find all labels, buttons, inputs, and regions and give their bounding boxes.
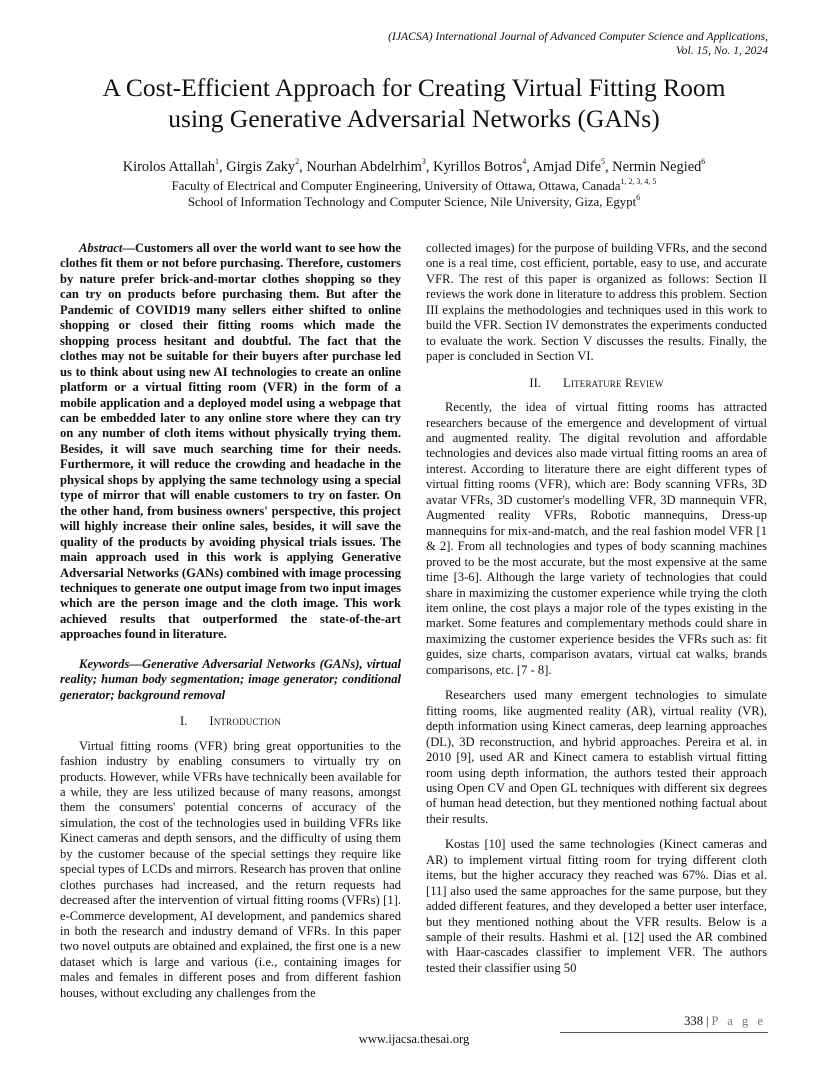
page-word: P a g e xyxy=(711,1014,766,1028)
keywords xyxy=(60,657,401,703)
keywords-label: Keywords— xyxy=(79,656,142,671)
author-name: Girgis Zaky xyxy=(226,159,296,175)
literature-paragraph-1: Recently, the idea of virtual fitting rooms has attracted researchers because of the emergence and development of virtual and augmented reality. The digital revolution and affordable technologies and devices also made virtual fitting rooms an area of interest. According to literature there are eight different types of virtual fitting rooms (VFR), which are: Body scanning VFRs, 3D avatar VFRs, 3D customer's modelling VFR, 3D mannequin VFR, Augmented reality VFRs, Robotic mannequins, Dress-up mannequins for mix-and-match, and the real fashion model VFR [1 & 2]. From all technologies and types of body scanning machines proved to be the most accurate, but the most expensive at the same time [3-6]. Although the large variety of technologies that could share in maximizing the customer experience while trying the cloth item online, the cost plays a major role of the types existing in the market. Some features and complementary methods could share in maximizing the customer experience besides the VFRs such as: fit guides, size charts, comparison avatars, virtual cat walks, brands comparisons, etc. [7 - 8]. xyxy=(426,400,767,677)
author-name: Kirolos Attallah xyxy=(122,159,216,175)
section-title: Literature Review xyxy=(562,375,664,390)
journal-header xyxy=(248,30,768,58)
page-separator: | xyxy=(706,1014,709,1028)
section-title: Introduction xyxy=(209,714,281,729)
author-sup: 5 xyxy=(600,157,605,167)
affiliation-sup: 6 xyxy=(636,192,641,202)
author-name: Nermin Negied xyxy=(612,159,702,175)
affiliation-1 xyxy=(40,178,788,194)
author-sup: 2 xyxy=(295,157,300,167)
title-line-1: A Cost-Efficient Approach for Creating Virtual Fitting Room xyxy=(102,73,726,102)
section-heading-literature-review xyxy=(426,376,767,391)
section-number: I. xyxy=(180,714,188,729)
section-number: II. xyxy=(529,375,541,390)
paper-title xyxy=(40,72,788,134)
section-heading-introduction xyxy=(60,714,401,729)
affiliation-sup: 1, 2, 3, 4, 5 xyxy=(620,176,657,186)
literature-paragraph-3: Kostas [10] used the same technologies (Kinect cameras and AR) to implement virtual fitting room for trying different cloth items, but the higher accuracy they reached was 67%. Dias et al. [11] also used the same approaches for the same purpose, but they added different features, and they developed a better user interface, but they mentioned nothing about the VFR results. Below is a sample of their results. Hashmi et al. [12] used the AR combined with Haar-cascades classifier to implement VFR. The authors tested their classifier using 50 xyxy=(426,837,767,975)
author-sup: 4 xyxy=(522,157,527,167)
abstract xyxy=(60,241,401,643)
page-number-value: 338 xyxy=(684,1014,703,1028)
author-sup: 1 xyxy=(215,157,220,167)
author-sup: 6 xyxy=(701,157,706,167)
affiliation-text: Faculty of Electrical and Computer Engineering, University of Ottawa, Ottawa, Canada xyxy=(171,179,621,193)
intro-paragraph-1-continued: collected images) for the purpose of building VFRs, and the second one is a real time, cost efficient, portable, easy to use, and accurate VFR. The rest of this paper is organized as follows: Section II reviews the work done in literature to address this problem. Section III explains the methodologies and techniques used in this work to build the VFR. Section IV demonstrates the experiments conducted to evaluate the work. Section V discusses the results. Finally, the paper is concluded in Section VI. xyxy=(426,241,767,364)
title-line-2: using Generative Adversarial Networks (GANs) xyxy=(168,104,660,133)
affiliation-text: School of Information Technology and Computer Science, Nile University, Giza, Egypt xyxy=(187,195,637,209)
author-name: Kyrillos Botros xyxy=(433,159,523,175)
right-column xyxy=(426,241,767,976)
affiliation-2 xyxy=(40,194,788,210)
left-column xyxy=(60,241,401,1001)
author-name: Nourhan Abdelrhim xyxy=(306,159,422,175)
journal-name: (IJACSA) International Journal of Advanced Computer Science and Applications, xyxy=(388,30,768,43)
abstract-text: Customers all over the world want to see how the clothes fit them or not before purchasing. Therefore, customers by nature prefer brick-and-mortar clothes shopping so they can try on products before purchasing them. But after the Pandemic of COVID19 many sellers either shifted to online shopping or closed their fitting rooms which made the shopping process hesitant and doubtful. The fact that the clothes may not be suitable for their buyers after purchase led us to think about using new AI technologies to create an online platform or a virtual fitting room (VFR) in the form of a mobile application and a deployed model using a webpage that can be embedded later to any online store where they can try on any number of cloth items without physically trying them. Besides, it will save much searching time for their needs. Furthermore, it will reduce the crowding and headache in the physical shops by applying the same technology using a special type of mirror that will enable customers to try on faster. On the other hand, from business owners' perspective, this project will highly increase their online sales, besides, it will save the quality of the products by avoiding physical trials issues. The main approach used in this work is applying Generative Adversarial Networks (GANs) combined with image processing techniques to generate one output image from two input images which are the person image and the cloth image. This work achieved results that outperformed the state-of-the-art approaches found in literature. xyxy=(60,241,401,642)
journal-volume: Vol. 15, No. 1, 2024 xyxy=(675,44,768,57)
literature-paragraph-2: Researchers used many emergent technologies to simulate fitting rooms, like augmented reality (AR), virtual reality (VR), depth information using Kinect cameras, deep learning approaches (DL), 3D reconstruction, and hybrid approaches. Pereira et al. in 2010 [9], used AR and Kinect camera to establish virtual fitting room using depth information, the authors tested their approach using Open CV and Open GL techniques with different six degrees of human head detection, but they mentioned nothing factual about their results. xyxy=(426,688,767,826)
author-name: Amjad Dife xyxy=(532,159,601,175)
footer-url: www.ijacsa.thesai.org xyxy=(358,1032,470,1046)
author-list: Kirolos Attallah$^1$, Girgis Zaky$^2$, Nourhan Abdelrhim$^3$, Kyrillos Botros$^4$, Amjad Dife$^5$, Nermin Negied$^6$ xyxy=(122,157,706,175)
author-sup: 3 xyxy=(421,157,426,167)
intro-paragraph-1: Virtual fitting rooms (VFR) bring great opportunities to the fashion industry by enabling consumers to virtually try on products. However, while VFRs have technically been available for a while, they are less utilized because of many reasons, amongst them the consumers' potential concerns of accuracy of the simulation, the cost of the technologies used in building VFRs like Kinect cameras and depth sensors, and the difficulty of using them by the customer because of the special settings they require like special types of LCDs and mirrors. Research has proven that online clothes purchases had increased, and the return requests had decreased after the intervention of virtual fitting rooms (VFRs) [1]. e-Commerce development, AI development, and pandemics shared in both the research and industry demand of VFRs. In this paper two novel outputs are obtained and explained, the first one is a new dataset which is large and various (i.e., containing images for males and females in different poses and from different fashion houses, without excluding any challenges from the xyxy=(60,738,401,1000)
keywords-text: Generative Adversarial Networks (GANs), virtual reality; human body segmentation; image generator; conditional generator; background removal xyxy=(60,656,401,702)
page-number xyxy=(684,1014,766,1029)
abstract-label: Abstract— xyxy=(79,241,135,255)
